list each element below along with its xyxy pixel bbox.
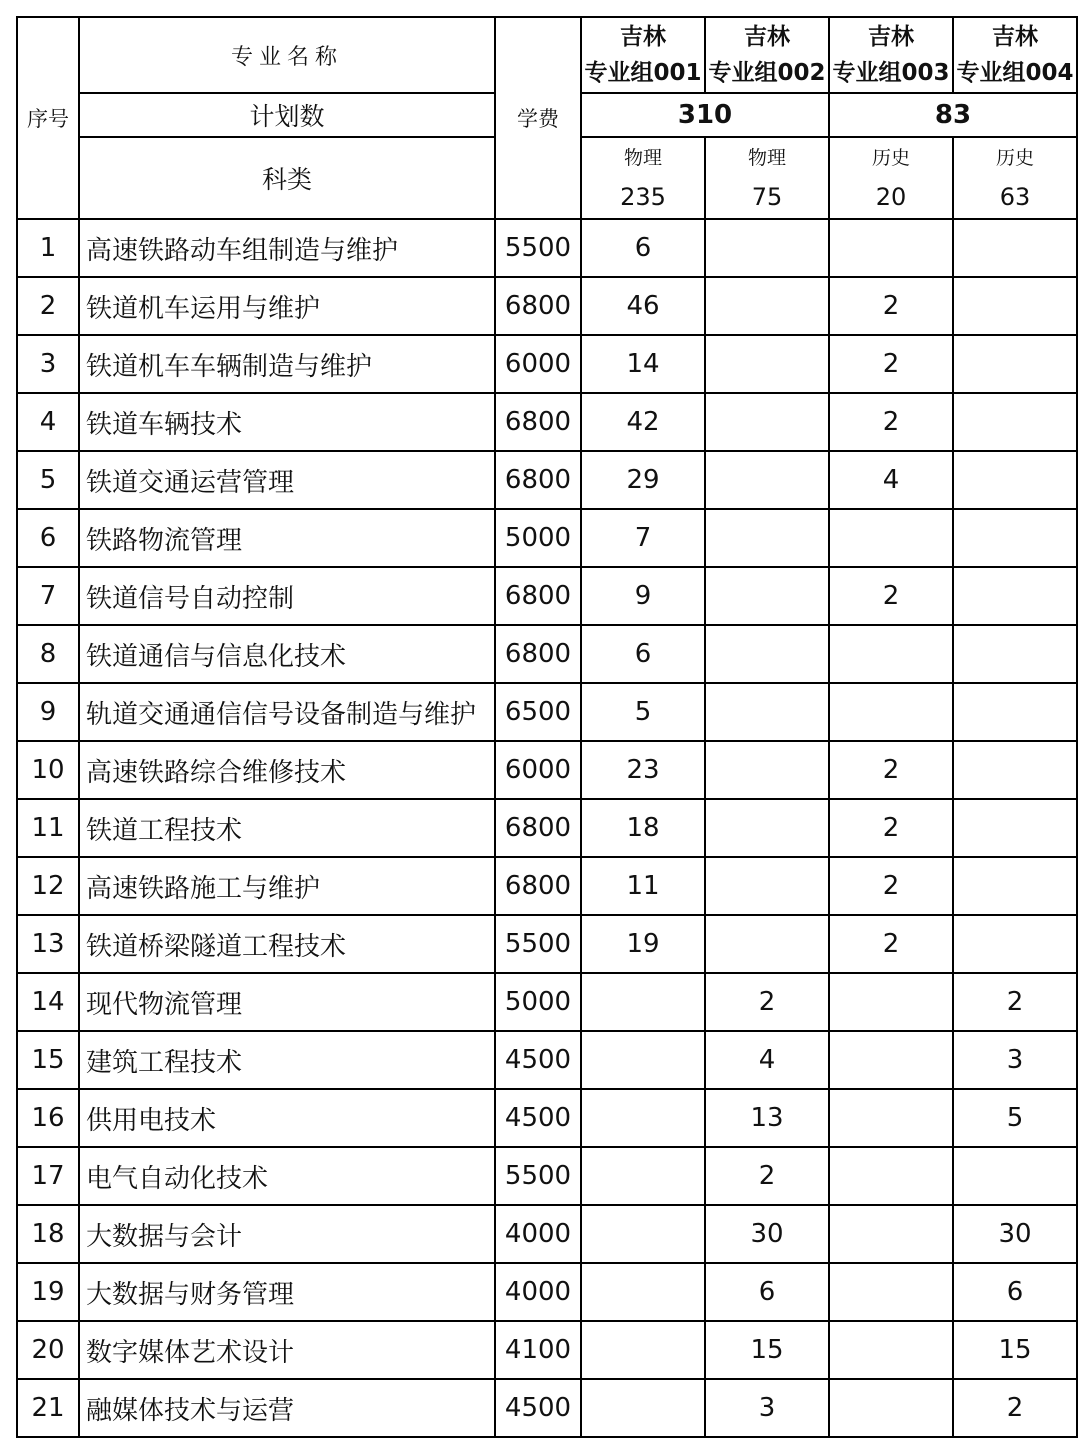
group-4-plan [953, 625, 1077, 683]
tuition-fee: 5000 [495, 973, 581, 1031]
group-4-plan [953, 683, 1077, 741]
row-number: 11 [17, 799, 79, 857]
group-1-plan: 6 [581, 625, 705, 683]
major-name: 高速铁路综合维修技术 [79, 741, 495, 799]
enrollment-plan-table [16, 16, 1078, 1438]
tuition-fee: 4000 [495, 1205, 581, 1263]
group-4-plan [953, 799, 1077, 857]
group-1-plan: 23 [581, 741, 705, 799]
group-4-plan [953, 567, 1077, 625]
major-name: 铁道桥梁隧道工程技术 [79, 915, 495, 973]
header-row-groups [17, 17, 1077, 93]
major-name: 电气自动化技术 [79, 1147, 495, 1205]
group-1-count: 235 [581, 175, 705, 219]
group-2-plan: 15 [705, 1321, 829, 1379]
header-category: 科类 [79, 137, 495, 219]
group-3-plan [829, 1031, 953, 1089]
group-4-plan: 2 [953, 1379, 1077, 1437]
major-name: 供用电技术 [79, 1089, 495, 1147]
header-group-2 [705, 17, 829, 93]
group-4-count: 63 [953, 175, 1077, 219]
group-4-plan [953, 277, 1077, 335]
row-number: 16 [17, 1089, 79, 1147]
tuition-fee: 4500 [495, 1089, 581, 1147]
group-4-subject: 历史 [953, 137, 1077, 175]
row-number: 21 [17, 1379, 79, 1437]
table-row [17, 857, 1077, 915]
row-number: 15 [17, 1031, 79, 1089]
table-row [17, 625, 1077, 683]
group-1-plan [581, 1321, 705, 1379]
major-name: 数字媒体艺术设计 [79, 1321, 495, 1379]
tuition-fee: 5000 [495, 509, 581, 567]
group-3-plan [829, 625, 953, 683]
group-1-plan: 29 [581, 451, 705, 509]
group-1-plan: 19 [581, 915, 705, 973]
row-number: 13 [17, 915, 79, 973]
group-2-subject: 物理 [705, 137, 829, 175]
tuition-fee: 6800 [495, 567, 581, 625]
tuition-fee: 6800 [495, 277, 581, 335]
major-name: 轨道交通通信信号设备制造与维护 [79, 683, 495, 741]
group-3-count: 20 [829, 175, 953, 219]
group-4-plan: 30 [953, 1205, 1077, 1263]
group-3-plan [829, 683, 953, 741]
header-group-1 [581, 17, 705, 93]
group-2-plan [705, 567, 829, 625]
group-1-plan [581, 973, 705, 1031]
group-1-line2: 专业组001 [584, 60, 702, 86]
row-number: 7 [17, 567, 79, 625]
group-3-plan [829, 1089, 953, 1147]
group-2-plan: 2 [705, 973, 829, 1031]
major-name: 大数据与财务管理 [79, 1263, 495, 1321]
header-group-4 [953, 17, 1077, 93]
group-2-line2: 专业组002 [708, 60, 826, 86]
major-name: 高速铁路施工与维护 [79, 857, 495, 915]
major-name: 现代物流管理 [79, 973, 495, 1031]
group-2-plan: 13 [705, 1089, 829, 1147]
row-number: 10 [17, 741, 79, 799]
table-row [17, 1379, 1077, 1437]
group-3-plan: 2 [829, 277, 953, 335]
tuition-fee: 6800 [495, 625, 581, 683]
group-1-plan: 9 [581, 567, 705, 625]
table-row [17, 219, 1077, 277]
group-4-plan [953, 451, 1077, 509]
table-row [17, 799, 1077, 857]
group-1-plan [581, 1147, 705, 1205]
group-2-plan [705, 625, 829, 683]
group-1-plan [581, 1379, 705, 1437]
tuition-fee: 4000 [495, 1263, 581, 1321]
tuition-fee: 5500 [495, 1147, 581, 1205]
major-name: 铁路物流管理 [79, 509, 495, 567]
group-2-plan [705, 741, 829, 799]
total-physics: 310 [581, 93, 829, 137]
major-name: 铁道交通运营管理 [79, 451, 495, 509]
tuition-fee: 6000 [495, 741, 581, 799]
row-number: 3 [17, 335, 79, 393]
header-plan-count: 计划数 [79, 93, 495, 137]
row-number: 17 [17, 1147, 79, 1205]
group-2-plan: 3 [705, 1379, 829, 1437]
tuition-fee: 6800 [495, 857, 581, 915]
group-3-plan [829, 1205, 953, 1263]
row-number: 6 [17, 509, 79, 567]
table-row [17, 393, 1077, 451]
header-major-name: 专业名称 [79, 17, 495, 93]
major-name: 铁道信号自动控制 [79, 567, 495, 625]
group-2-plan [705, 683, 829, 741]
row-number: 9 [17, 683, 79, 741]
row-number: 18 [17, 1205, 79, 1263]
group-4-plan [953, 915, 1077, 973]
group-1-line1: 吉林 [620, 24, 666, 50]
group-4-plan [953, 1147, 1077, 1205]
group-4-plan: 6 [953, 1263, 1077, 1321]
group-2-plan [705, 277, 829, 335]
group-2-plan: 6 [705, 1263, 829, 1321]
tuition-fee: 6500 [495, 683, 581, 741]
table-row [17, 683, 1077, 741]
tuition-fee: 5500 [495, 219, 581, 277]
tuition-fee: 4500 [495, 1031, 581, 1089]
group-4-line2: 专业组004 [956, 60, 1074, 86]
row-number: 8 [17, 625, 79, 683]
header-tuition: 学费 [495, 17, 581, 219]
table-row [17, 335, 1077, 393]
group-2-plan: 2 [705, 1147, 829, 1205]
row-number: 12 [17, 857, 79, 915]
group-3-plan: 2 [829, 799, 953, 857]
group-3-plan: 2 [829, 335, 953, 393]
group-1-plan: 5 [581, 683, 705, 741]
group-4-plan [953, 857, 1077, 915]
row-number: 5 [17, 451, 79, 509]
group-1-plan: 11 [581, 857, 705, 915]
group-2-plan: 4 [705, 1031, 829, 1089]
group-3-plan [829, 1147, 953, 1205]
major-name: 铁道机车车辆制造与维护 [79, 335, 495, 393]
group-3-plan: 2 [829, 567, 953, 625]
row-number: 2 [17, 277, 79, 335]
group-2-plan: 30 [705, 1205, 829, 1263]
group-4-plan [953, 741, 1077, 799]
group-3-plan [829, 1379, 953, 1437]
table-row [17, 451, 1077, 509]
tuition-fee: 4500 [495, 1379, 581, 1437]
tuition-fee: 6800 [495, 451, 581, 509]
group-1-plan [581, 1089, 705, 1147]
major-name: 铁道车辆技术 [79, 393, 495, 451]
group-1-plan [581, 1031, 705, 1089]
table-row [17, 741, 1077, 799]
group-4-line1: 吉林 [992, 24, 1038, 50]
major-name: 铁道机车运用与维护 [79, 277, 495, 335]
group-2-plan [705, 799, 829, 857]
group-2-line1: 吉林 [744, 24, 790, 50]
group-1-plan: 42 [581, 393, 705, 451]
group-3-line1: 吉林 [868, 24, 914, 50]
total-history: 83 [829, 93, 1077, 137]
tuition-fee: 6800 [495, 393, 581, 451]
group-4-plan: 15 [953, 1321, 1077, 1379]
table-row [17, 1089, 1077, 1147]
row-number: 20 [17, 1321, 79, 1379]
table-row [17, 915, 1077, 973]
row-number: 1 [17, 219, 79, 277]
group-2-count: 75 [705, 175, 829, 219]
group-3-subject: 历史 [829, 137, 953, 175]
header-seq: 序号 [17, 17, 79, 219]
group-2-plan [705, 393, 829, 451]
group-4-plan [953, 393, 1077, 451]
table-row [17, 1031, 1077, 1089]
group-3-plan [829, 219, 953, 277]
table-row [17, 1147, 1077, 1205]
table-row [17, 1205, 1077, 1263]
group-1-subject: 物理 [581, 137, 705, 175]
group-4-plan [953, 335, 1077, 393]
major-name: 大数据与会计 [79, 1205, 495, 1263]
table-row [17, 509, 1077, 567]
group-3-plan [829, 1321, 953, 1379]
group-2-plan [705, 335, 829, 393]
group-1-plan [581, 1263, 705, 1321]
group-3-plan [829, 509, 953, 567]
group-3-plan [829, 1263, 953, 1321]
major-name: 建筑工程技术 [79, 1031, 495, 1089]
tuition-fee: 4100 [495, 1321, 581, 1379]
group-1-plan [581, 1205, 705, 1263]
group-2-plan [705, 509, 829, 567]
group-3-plan: 2 [829, 915, 953, 973]
header-group-3 [829, 17, 953, 93]
group-2-plan [705, 219, 829, 277]
group-3-plan: 2 [829, 741, 953, 799]
tuition-fee: 5500 [495, 915, 581, 973]
group-3-plan: 4 [829, 451, 953, 509]
group-1-plan: 46 [581, 277, 705, 335]
group-4-plan: 2 [953, 973, 1077, 1031]
row-number: 19 [17, 1263, 79, 1321]
group-1-plan: 18 [581, 799, 705, 857]
table-row [17, 567, 1077, 625]
group-3-plan: 2 [829, 857, 953, 915]
group-1-plan: 14 [581, 335, 705, 393]
tuition-fee: 6000 [495, 335, 581, 393]
group-4-plan: 3 [953, 1031, 1077, 1089]
row-number: 14 [17, 973, 79, 1031]
major-name: 高速铁路动车组制造与维护 [79, 219, 495, 277]
table-row [17, 1321, 1077, 1379]
row-number: 4 [17, 393, 79, 451]
table-row [17, 277, 1077, 335]
tuition-fee: 6800 [495, 799, 581, 857]
major-name: 铁道通信与信息化技术 [79, 625, 495, 683]
group-2-plan [705, 915, 829, 973]
group-2-plan [705, 857, 829, 915]
group-3-plan [829, 973, 953, 1031]
group-1-plan: 6 [581, 219, 705, 277]
group-3-plan: 2 [829, 393, 953, 451]
table-row [17, 1263, 1077, 1321]
table-row [17, 973, 1077, 1031]
major-name: 融媒体技术与运营 [79, 1379, 495, 1437]
group-4-plan [953, 219, 1077, 277]
major-name: 铁道工程技术 [79, 799, 495, 857]
group-1-plan: 7 [581, 509, 705, 567]
group-4-plan [953, 509, 1077, 567]
data-rows [17, 219, 1077, 1437]
group-2-plan [705, 451, 829, 509]
group-3-line2: 专业组003 [832, 60, 950, 86]
group-4-plan: 5 [953, 1089, 1077, 1147]
